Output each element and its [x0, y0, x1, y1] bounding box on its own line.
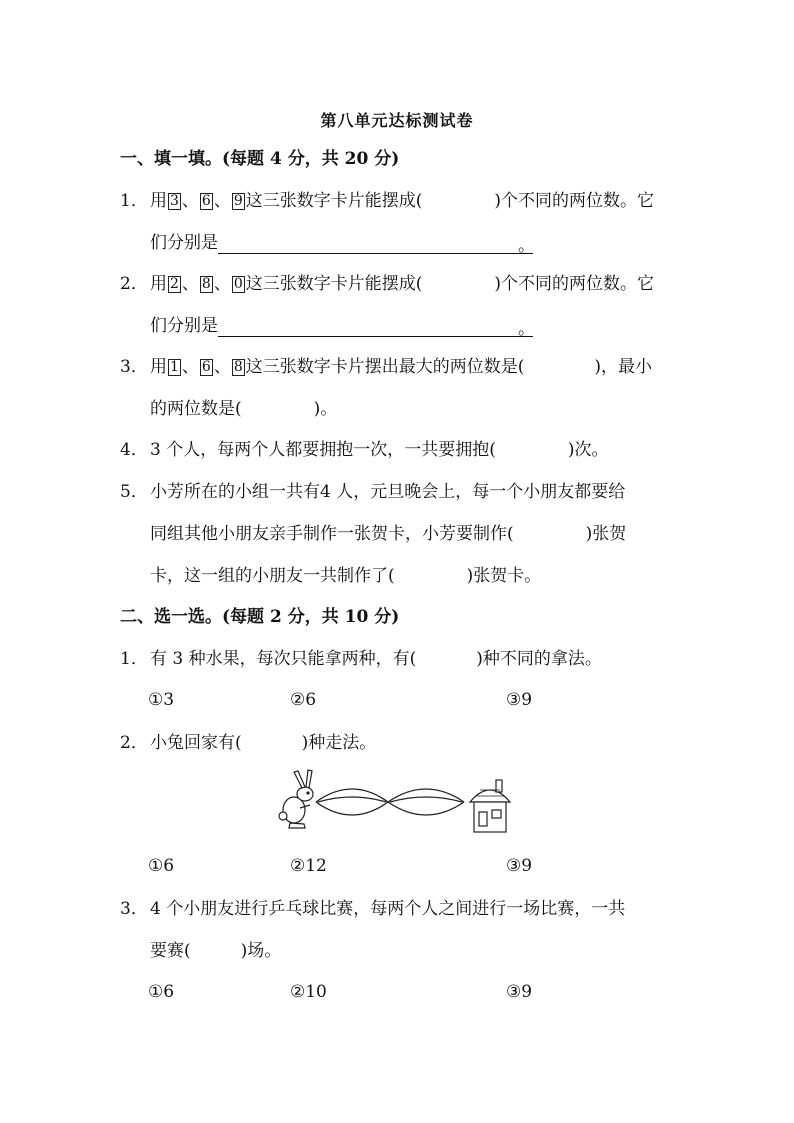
- digit-card: 0: [233, 276, 243, 292]
- section-2-heading: 二、选一选。(每题 2 分，共 10 分): [120, 607, 400, 627]
- period: 。: [518, 236, 535, 256]
- question-text: 小兔回家有(: [150, 733, 242, 753]
- question-2-1: [120, 648, 602, 670]
- question-text: 这三张数字卡片摆出最大的两位数是(: [245, 357, 525, 377]
- answer-underline[interactable]: [218, 235, 533, 254]
- question-number: 4．: [120, 440, 148, 460]
- question-text: )张贺: [585, 524, 627, 544]
- paths-icon: [316, 789, 464, 815]
- question-1-5-line3: [150, 565, 541, 587]
- question-text: )，最小: [594, 357, 653, 377]
- option-3[interactable]: ③9: [506, 856, 533, 876]
- question-text: 用: [150, 274, 167, 294]
- digit-card: 3: [170, 193, 179, 209]
- question-text: 这三张数字卡片能摆成(: [245, 274, 423, 294]
- separator: 、: [181, 191, 199, 211]
- answer-underline[interactable]: [218, 318, 533, 337]
- question-number: 5．: [120, 482, 148, 502]
- question-text: 小芳所在的小组一共有4 人，元旦晚会上，每一个小朋友都要给: [150, 482, 626, 502]
- question-text: 同组其他小朋友亲手制作一张贺卡，小芳要制作(: [150, 524, 514, 544]
- separator: 、: [213, 191, 231, 211]
- option-2[interactable]: ②10: [290, 982, 327, 1002]
- question-number: 3．: [120, 357, 148, 377]
- digit-card: 1: [170, 359, 179, 375]
- question-1-3: [120, 356, 652, 378]
- option-3[interactable]: ③9: [506, 982, 533, 1002]
- question-number: 1．: [120, 649, 148, 669]
- question-1-2: [120, 273, 654, 295]
- question-number: 2．: [120, 274, 148, 294]
- question-text: )张贺卡。: [466, 566, 542, 586]
- separator: 、: [213, 357, 231, 377]
- question-text: 的两位数是(: [150, 399, 242, 419]
- question-text: 用: [150, 357, 167, 377]
- period: 。: [518, 319, 535, 339]
- question-text: )场。: [240, 941, 282, 961]
- question-text: 4 个小朋友进行乒乓球比赛，每两个人之间进行一场比赛，一共: [150, 899, 626, 919]
- question-text: 们分别是: [150, 316, 218, 336]
- question-text: )。: [313, 399, 338, 419]
- separator: 、: [213, 274, 231, 294]
- question-text: 们分别是: [150, 233, 218, 253]
- question-text: 用: [150, 191, 167, 211]
- question-number: 3．: [120, 899, 148, 919]
- question-text: )个不同的两位数。它: [494, 191, 655, 211]
- question-text: )个不同的两位数。它: [494, 274, 655, 294]
- question-text: )种走法。: [301, 733, 377, 753]
- separator: 、: [181, 274, 199, 294]
- option-2[interactable]: ②12: [290, 856, 327, 876]
- question-1-5: [120, 481, 625, 503]
- section-1-heading: 一、填一填。(每题 4 分，共 20 分): [120, 149, 400, 169]
- digit-card: 6: [201, 359, 211, 375]
- question-text: 这三张数字卡片能摆成(: [245, 191, 423, 211]
- question-text: 卡，这一组的小朋友一共制作了(: [150, 566, 395, 586]
- digit-card: 8: [201, 276, 211, 292]
- question-text: 3 个人，每两个人都要拥抱一次，一共要拥抱(: [150, 440, 496, 460]
- digit-card: 6: [201, 193, 211, 209]
- house-icon: [470, 780, 510, 832]
- question-1-2-line2: [150, 315, 533, 337]
- option-3[interactable]: ③9: [506, 690, 533, 710]
- question-2-3-line2: [150, 940, 281, 962]
- digit-card: 2: [170, 276, 179, 292]
- option-1[interactable]: ①6: [148, 982, 175, 1002]
- question-1-3-line2: [150, 398, 337, 420]
- question-2-2: [120, 732, 376, 754]
- separator: 、: [181, 357, 199, 377]
- rabbit-icon: [279, 770, 313, 828]
- option-2[interactable]: ②6: [290, 690, 317, 710]
- option-1[interactable]: ①6: [148, 856, 175, 876]
- question-text: )次。: [567, 440, 609, 460]
- digit-card: 8: [233, 359, 243, 375]
- question-2-3: [120, 898, 625, 920]
- question-text: 有 3 种水果，每次只能拿两种，有(: [150, 649, 417, 669]
- question-number: 1．: [120, 191, 148, 211]
- question-1-1: [120, 190, 654, 212]
- option-1[interactable]: ①3: [148, 690, 175, 710]
- page-title: 第八单元达标测试卷: [320, 111, 474, 130]
- question-1-5-line2: [150, 523, 626, 545]
- question-text: 要赛(: [150, 941, 191, 961]
- question-1-4: [120, 439, 609, 461]
- digit-card: 9: [233, 193, 243, 209]
- question-text: )种不同的拿法。: [476, 649, 602, 669]
- rabbit-path-illustration: [278, 768, 518, 838]
- question-1-1-line2: [150, 232, 533, 254]
- question-number: 2．: [120, 733, 148, 753]
